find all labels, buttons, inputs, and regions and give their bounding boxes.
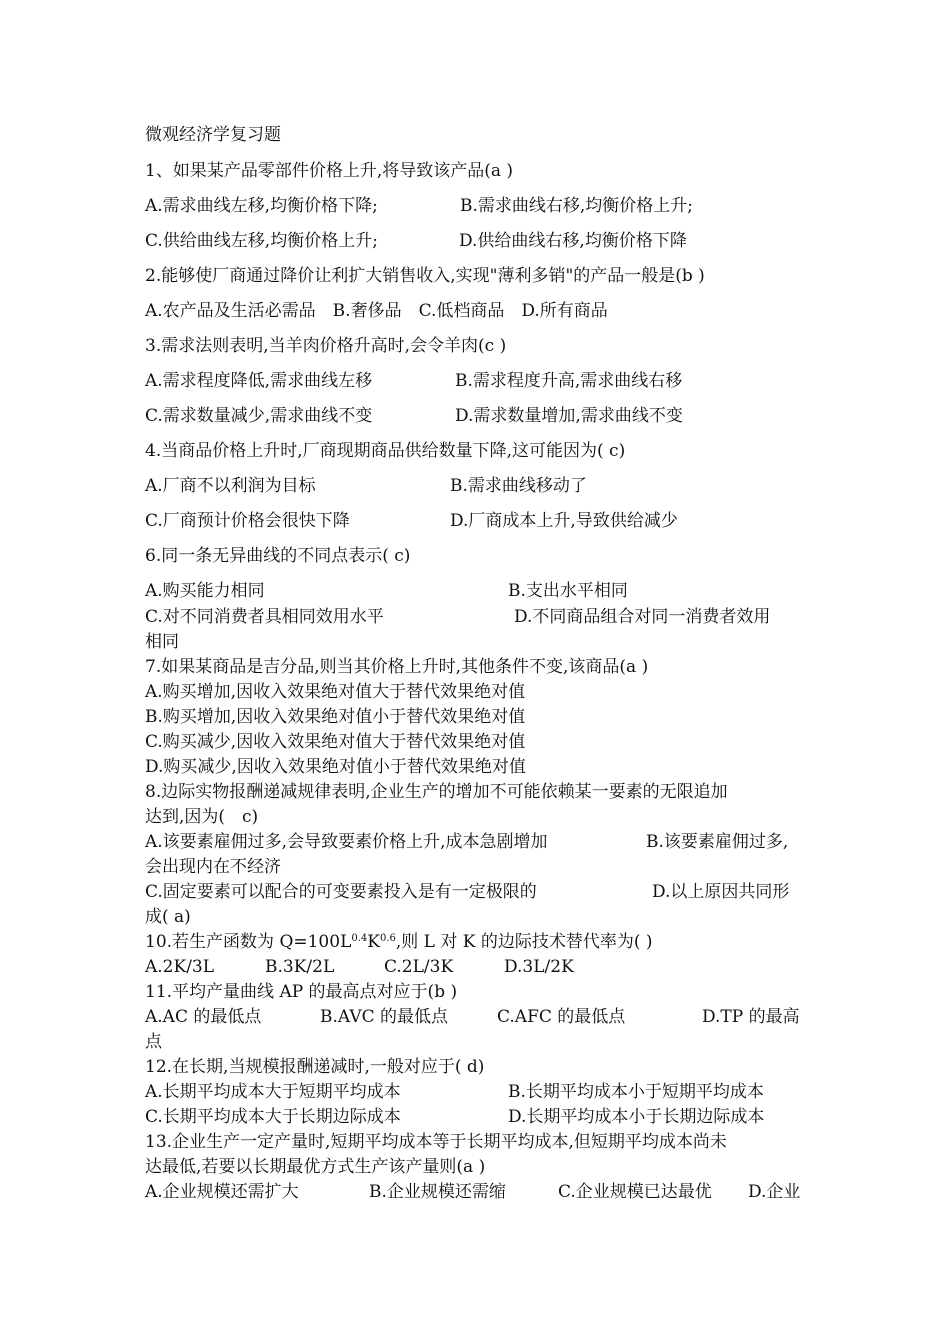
q10-option-c: C.2L/3K — [384, 957, 454, 977]
q10-option-a: A.2K/3L — [145, 957, 215, 977]
q6-stem: 6.同一条无异曲线的不同点表示( c) — [145, 546, 411, 566]
q11-stem: 11.平均产量曲线 AP 的最高点对应于(b ) — [145, 982, 458, 1002]
q10-option-d: D.3L/2K — [504, 957, 574, 977]
q12-option-c: C.长期平均成本大于长期边际成本 — [145, 1107, 401, 1127]
q13-stem-cont: 达最低,若要以长期最优方式生产该产量则(a ) — [145, 1157, 486, 1177]
q8-option-c: C.固定要素可以配合的可变要素投入是有一定极限的 — [145, 882, 537, 902]
q12-option-d: D.长期平均成本小于长期边际成本 — [508, 1107, 765, 1127]
q4-option-b: B.需求曲线移动了 — [450, 476, 587, 496]
q4-option-d: D.厂商成本上升,导致供给减少 — [450, 511, 678, 531]
q11-option-a: A.AC 的最低点 — [145, 1007, 262, 1027]
q11-option-d: D.TP 的最高 — [702, 1007, 800, 1027]
q1-stem: 1、如果某产品零部件价格上升,将导致该产品(a ) — [145, 161, 514, 181]
q8-option-b: B.该要素雇佣过多, — [646, 832, 789, 852]
q13-stem: 13.企业生产一定产量时,短期平均成本等于长期平均成本,但短期平均成本尚未 — [145, 1132, 727, 1152]
q1-option-d: D.供给曲线右移,均衡价格下降 — [459, 231, 687, 251]
q13-option-c: C.企业规模已达最优 — [558, 1182, 712, 1202]
q3-option-c: C.需求数量减少,需求曲线不变 — [145, 406, 373, 426]
q13-option-a: A.企业规模还需扩大 — [145, 1182, 299, 1202]
q8-option-d: D.以上原因共同形 — [652, 882, 790, 902]
q12-option-b: B.长期平均成本小于短期平均成本 — [508, 1082, 764, 1102]
q3-option-d: D.需求数量增加,需求曲线不变 — [455, 406, 683, 426]
q10-exp-k: 0.6 — [379, 933, 396, 944]
q3-stem: 3.需求法则表明,当羊肉价格升高时,会令羊肉(c ) — [145, 336, 507, 356]
q4-option-c: C.厂商预计价格会很快下降 — [145, 511, 350, 531]
q1-option-c: C.供给曲线左移,均衡价格上升; — [145, 231, 378, 251]
q10-exp-l: 0.4 — [351, 933, 368, 944]
q12-option-a: A.长期平均成本大于短期平均成本 — [145, 1082, 401, 1102]
q7-option-a: A.购买增加,因收入效果绝对值大于替代效果绝对值 — [145, 682, 526, 702]
q11-option-c: C.AFC 的最低点 — [497, 1007, 626, 1027]
q6-option-d-cont: 相同 — [145, 632, 179, 652]
q8-option-d-cont: 成( a) — [145, 907, 191, 927]
q12-stem: 12.在长期,当规模报酬递减时,一般对应于( d) — [145, 1057, 485, 1077]
q2-options: A.农产品及生活必需品 B.奢侈品 C.低档商品 D.所有商品 — [145, 301, 608, 321]
q8-option-a: A.该要素雇佣过多,会导致要素价格上升,成本急剧增加 — [145, 832, 548, 852]
q10-stem-pre: 10.若生产函数为 Q=100L — [145, 932, 352, 952]
q10-option-b: B.3K/2L — [265, 957, 335, 977]
q10-stem-post: ,则 L 对 K 的边际技术替代率为( ) — [395, 932, 653, 952]
q11-option-b: B.AVC 的最低点 — [320, 1007, 449, 1027]
q10-stem-k: K — [367, 932, 380, 952]
q13-option-d: D.企业 — [748, 1182, 801, 1202]
q13-option-b: B.企业规模还需缩 — [369, 1182, 506, 1202]
q7-option-b: B.购买增加,因收入效果绝对值小于替代效果绝对值 — [145, 707, 526, 727]
q7-option-d: D.购买减少,因收入效果绝对值小于替代效果绝对值 — [145, 757, 526, 777]
q7-stem: 7.如果某商品是吉分品,则当其价格上升时,其他条件不变,该商品(a ) — [145, 657, 649, 677]
q8-option-b-cont: 会出现内在不经济 — [145, 857, 281, 877]
q4-option-a: A.厂商不以利润为目标 — [145, 476, 316, 496]
q8-stem-cont: 达到,因为( c) — [145, 807, 259, 827]
q3-option-b: B.需求程度升高,需求曲线右移 — [455, 371, 683, 391]
q7-option-c: C.购买减少,因收入效果绝对值大于替代效果绝对值 — [145, 732, 526, 752]
q6-option-d: D.不同商品组合对同一消费者效用 — [514, 607, 771, 627]
q1-option-b: B.需求曲线右移,均衡价格上升; — [460, 196, 694, 216]
q2-stem: 2.能够使厂商通过降价让利扩大销售收入,实现"薄利多销"的产品一般是(b ) — [145, 266, 705, 286]
q6-option-b: B.支出水平相同 — [508, 581, 628, 601]
q6-option-a: A.购买能力相同 — [145, 581, 265, 601]
q8-stem: 8.边际实物报酬递减规律表明,企业生产的增加不可能依赖某一要素的无限追加 — [145, 782, 728, 802]
q10-stem — [145, 934, 653, 951]
q4-stem: 4.当商品价格上升时,厂商现期商品供给数量下降,这可能因为( c) — [145, 441, 626, 461]
q3-option-a: A.需求程度降低,需求曲线左移 — [145, 371, 373, 391]
q1-option-a: A.需求曲线左移,均衡价格下降; — [145, 196, 378, 216]
q11-option-d-cont: 点 — [145, 1032, 162, 1052]
document-title: 微观经济学复习题 — [145, 125, 281, 145]
q6-option-c: C.对不同消费者具相同效用水平 — [145, 607, 384, 627]
